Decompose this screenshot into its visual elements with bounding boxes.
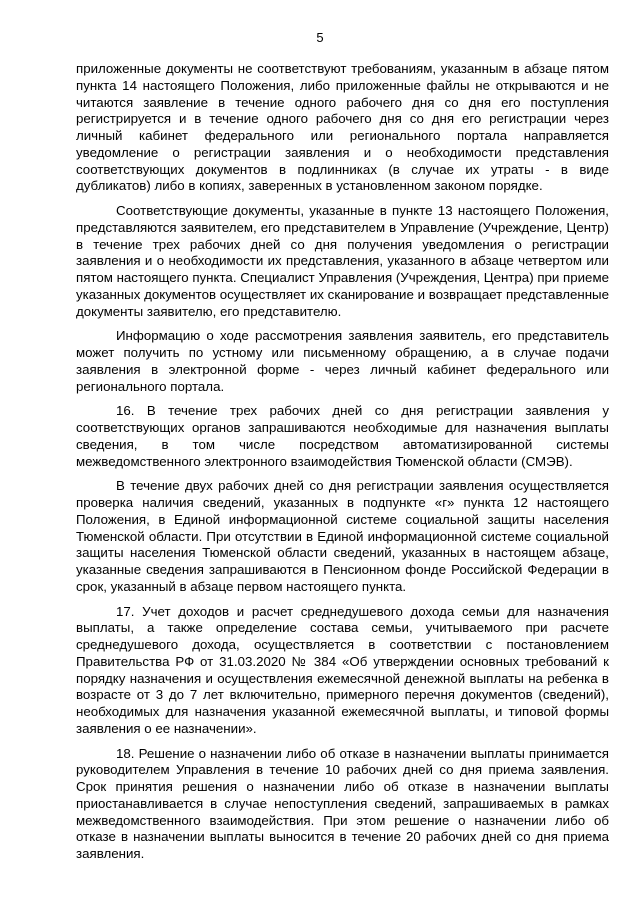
page-number: 5	[316, 30, 324, 45]
paragraph-continuation: приложенные документы не соответствуют требованиям, указанным в абзаце пятом пункта 14 настоящего Положения, либо приложенные файлы не открываются и не читаются заявление в течение одного рабочего дня со дня его поступления регистрируется и в течение одного рабочего дня со дня его регистрации через личный кабинет федерального или регионального портала направляется уведомление о регистрации заявления и о необходимости представления соответствующих документов в подлинниках (в случае их утраты - в виде дубликатов) либо в копиях, заверенных в установленном законом порядке.	[76, 61, 609, 194]
document-body	[76, 61, 609, 871]
paragraph-item-17: 17. Учет доходов и расчет среднедушевого дохода семьи для назначения выплаты, а также определение состава семьи, учитываемого при расчете среднедушевого дохода, осуществляется в соответствии с постановлением Правительства РФ от 31.03.2020 № 384 «Об утверждении основных требований к порядку назначения и осуществления ежемесячной денежной выплаты на ребенка в возрасте от 3 до 7 лет включительно, примерного перечня документов (сведений), необходимых для назначения указанной ежемесячной выплаты, и типовой формы заявления о ее назначении».	[76, 603, 609, 736]
paragraph-documents-submission: Соответствующие документы, указанные в пункте 13 настоящего Положения, представляются заявителем, его представителем в Управление (Учреждение, Центр) в течение трех рабочих дней со дня получения уведомления о регистрации заявления и о необходимости их представления, указанного в абзаце четвертом или пятом настоящего пункта. Специалист Управления (Учреждения, Центра) при приеме указанных документов осуществляет их сканирование и возвращает представленные документы заявителю, его представителю.	[76, 203, 609, 319]
paragraph-information-check: В течение двух рабочих дней со дня регистрации заявления осуществляется проверка наличия сведений, указанных в подпункте «г» пункта 12 настоящего Положения, в Единой информационной системе социальной защиты населения Тюменской области. При отсутствии в Единой информационной системе социальной защиты населения Тюменской области сведений, указанных в настоящем абзаце, указанные сведения запрашиваются в Пенсионном фонде Российской Федерации в срок, указанный в абзаце первом настоящего пункта.	[76, 478, 609, 594]
paragraph-progress-information: Информацию о ходе рассмотрения заявления заявитель, его представитель может получить по устному или письменному обращению, а в случае подачи заявления в электронной форме - через личный кабинет федерального или регионального портала.	[76, 328, 609, 394]
paragraph-item-16: 16. В течение трех рабочих дней со дня регистрации заявления у соответствующих органов запрашиваются необходимые для назначения выплаты сведения, в том числе посредством автоматизированной системы межведомственного электронного взаимодействия Тюменской области (СМЭВ).	[76, 403, 609, 469]
paragraph-item-18: 18. Решение о назначении либо об отказе в назначении выплаты принимается руководителем Управления в течение 10 рабочих дней со дня приема заявления. Срок принятия решения о назначении либо об отказе в назначении выплаты приостанавливается в случае непоступления сведений, запрашиваемых в рамках межведомственного взаимодействия. При этом решение о назначении либо об отказе в назначении выплаты выносится в течение 20 рабочих дней со дня приема заявления.	[76, 745, 609, 861]
